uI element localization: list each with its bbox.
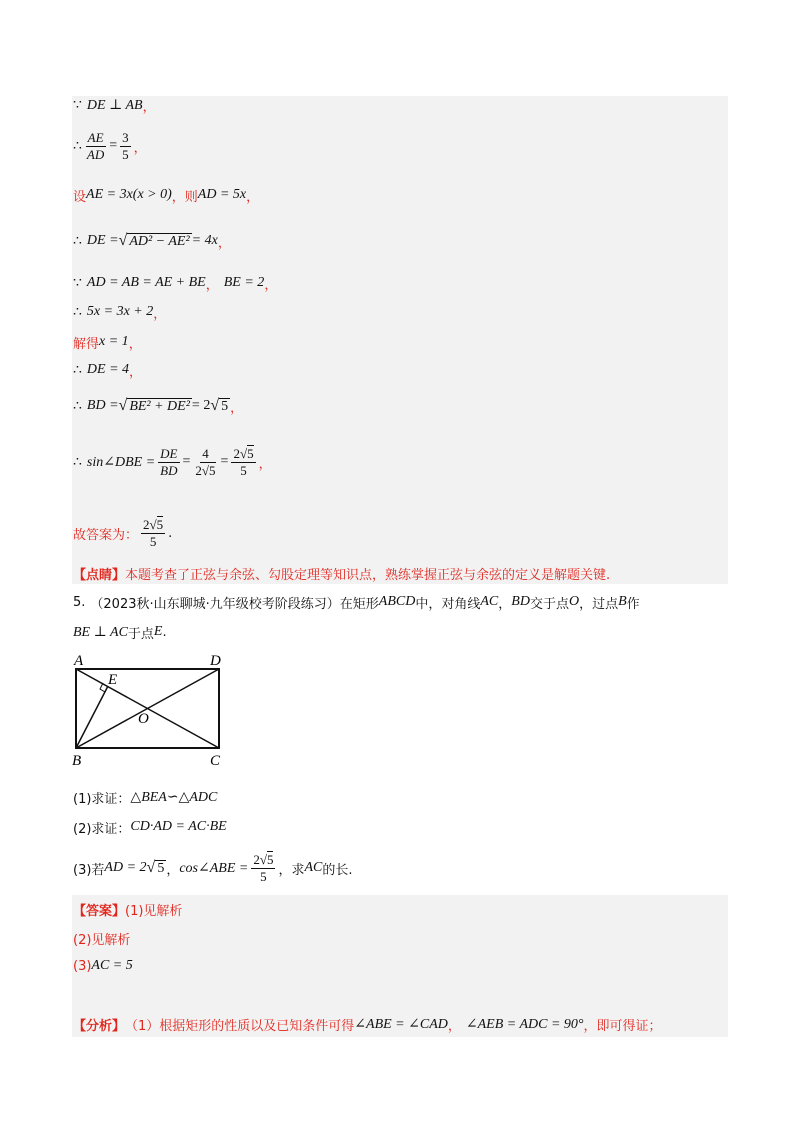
equation-ae: AE = 3x(x > 0)	[86, 187, 172, 202]
solution-line-2: ∴ $\frac{AE}{AD}$ = $\frac{3}{5}$ ，	[73, 129, 147, 162]
because-symbol: ∵	[73, 97, 82, 113]
solution-line-9	[73, 393, 243, 419]
punctuation: ，	[205, 277, 219, 293]
equation-lhs: DE =	[86, 233, 119, 248]
let-text: 设	[73, 189, 87, 205]
solution-line-11	[73, 513, 172, 553]
square-root: √ 5	[146, 859, 165, 876]
square-root: √ BE² + DE²	[118, 397, 190, 414]
problem-text: ，	[498, 596, 512, 612]
answer-1: (1)见解析	[125, 903, 183, 919]
problem-text: 在矩形	[339, 596, 379, 612]
therefore-symbol: ∴	[73, 233, 82, 249]
solution-line-4	[73, 228, 231, 254]
solution-line-5	[73, 270, 277, 296]
equation-rhs: = 2	[191, 398, 211, 413]
product-statement: CD·AD = AC·BE	[130, 819, 227, 834]
problem-line-2	[73, 619, 167, 645]
punctuation: ，	[142, 99, 156, 115]
then-text: ，则	[171, 189, 198, 205]
equation-de: DE = 4	[86, 362, 130, 377]
equation-lhs: BD =	[86, 398, 119, 413]
punctuation: ，	[129, 364, 143, 380]
part-label: (1)求证：	[73, 791, 131, 807]
problem-text: 中，对角线	[415, 596, 481, 612]
point-b: B	[618, 594, 627, 609]
fraction-answer: $\frac{2√5}{5}$	[143, 516, 164, 549]
similarity-statement: △BEA∽△ADC	[130, 789, 218, 805]
punctuation: ，	[166, 862, 180, 878]
part-text: ，求	[278, 862, 305, 878]
therefore-symbol: ∴	[73, 398, 82, 414]
diagonal-bd: BD	[511, 594, 530, 609]
solution-line-6	[73, 299, 166, 325]
problem-number: 5.	[73, 594, 86, 610]
analysis-text: ，即可得证；	[583, 1018, 662, 1034]
label-a: A	[74, 653, 84, 669]
fraction-ae-ad: $\frac{AE}{AD}$	[86, 129, 105, 162]
comment-line	[73, 560, 610, 586]
comment-tag: 【点睛】	[73, 567, 126, 583]
answer-line-3	[73, 953, 133, 979]
equation-lhs: sin∠DBE =	[86, 454, 156, 470]
punctuation: ，	[128, 336, 142, 352]
analysis-tag: 【分析】	[73, 1018, 126, 1034]
analysis-text: （1）根据矩形的性质以及已知条件可得	[125, 1018, 355, 1034]
analysis-line	[73, 1011, 662, 1037]
angle-equality: ∠ABE = ∠CAD	[354, 1016, 448, 1032]
label-d: D	[210, 653, 221, 669]
equation-5x: 5x = 3x + 2	[86, 304, 154, 319]
therefore-symbol: ∴	[73, 304, 82, 320]
square-root: √ 5	[210, 397, 229, 414]
solution-line-7	[73, 329, 142, 355]
answer-text: 故答案为：	[73, 527, 139, 543]
fraction-cos-value: $\frac{2√5}{5}$	[253, 851, 274, 884]
punctuation: ，	[447, 1018, 461, 1034]
cos-expression: cos∠ABE =	[179, 860, 249, 876]
answer-line-2	[73, 925, 130, 951]
rectangle-figure	[70, 651, 240, 769]
problem-text: 作	[626, 596, 640, 612]
problem-text: .	[162, 624, 167, 640]
solution-line-3	[73, 182, 259, 208]
answer-2: (2)见解析	[73, 932, 131, 948]
equation-ad: AD = 5x	[197, 187, 247, 202]
punctuation: ，	[230, 400, 244, 416]
point-e: E	[153, 624, 163, 639]
answer-line-1	[73, 896, 182, 922]
comment-text: 本题考查了正弦与余弦、勾股定理等知识点，熟练掌握正弦与余弦的定义是解题关键.	[125, 567, 611, 583]
equation-be: BE = 2	[223, 275, 265, 290]
perpendicular-condition: DE ⊥ AB	[86, 97, 143, 113]
punctuation: ，	[153, 306, 167, 322]
therefore-symbol: ∴	[73, 454, 82, 470]
answer-3-equation: AC = 5	[91, 958, 133, 973]
part-2	[73, 814, 227, 840]
solution-line-10: ∴ sin∠DBE = $\frac{DE}{BD}$ = $\frac{4}{2√5}$ = $\frac{2√5}{5}$ ，	[73, 445, 272, 478]
punctuation: .	[168, 525, 173, 541]
fraction-de-bd: $\frac{DE}{BD}$	[160, 445, 178, 478]
equation-rhs: = 4x	[191, 233, 218, 248]
solve-text: 解得	[73, 336, 100, 352]
equation-ad-ab: AD = AB = AE + BE	[86, 275, 206, 290]
problem-text: 于点	[127, 626, 154, 642]
solution-line-1	[73, 92, 156, 118]
perpendicular-be-ac: BE ⊥ AC	[73, 624, 128, 640]
answer-tag: 【答案】	[73, 903, 126, 919]
rect-name: ABCD	[378, 594, 416, 609]
label-c: C	[210, 753, 221, 769]
therefore-symbol: ∴	[73, 138, 82, 154]
punctuation: ，	[258, 456, 272, 472]
fraction-2sqrt5-5: $\frac{2√5}{5}$	[233, 445, 254, 478]
punctuation: ，	[246, 189, 260, 205]
ac-symbol: AC	[304, 860, 323, 875]
label-b: B	[72, 753, 82, 769]
punctuation: ，	[133, 140, 147, 156]
problem-text: ，过点	[579, 596, 619, 612]
fraction-4-2sqrt5: $\frac{4}{2√5}$	[195, 445, 216, 478]
label-e: E	[108, 672, 118, 688]
part-label: (2)求证：	[73, 821, 131, 837]
equation-x: x = 1	[99, 334, 129, 349]
part-label: (3)若	[73, 862, 105, 878]
part-3	[73, 848, 353, 888]
problem-text: 交于点	[529, 596, 569, 612]
problem-line-1	[73, 589, 640, 615]
fraction-3-5: $\frac{3}{5}$	[122, 129, 129, 162]
therefore-symbol: ∴	[73, 362, 82, 378]
part-text: 的长.	[322, 862, 353, 878]
right-angle-equality: ∠AEB = ADC = 90°	[465, 1016, 584, 1032]
solution-line-8	[73, 357, 142, 383]
punctuation: ，	[264, 277, 278, 293]
punctuation: ，	[217, 235, 231, 251]
answer-3-label: (3)	[73, 958, 92, 974]
problem-source: （2023秋·山东聊城·九年级校考阶段练习）	[90, 596, 340, 612]
solution-block-shade	[72, 96, 728, 584]
label-o: O	[138, 711, 149, 727]
because-symbol: ∵	[73, 275, 82, 291]
square-root: √ AD² − AE²	[118, 232, 190, 249]
diagonal-ac: AC	[480, 594, 499, 609]
point-o: O	[568, 594, 580, 609]
part-1	[73, 784, 217, 810]
ad-value: AD = 2	[104, 860, 147, 875]
